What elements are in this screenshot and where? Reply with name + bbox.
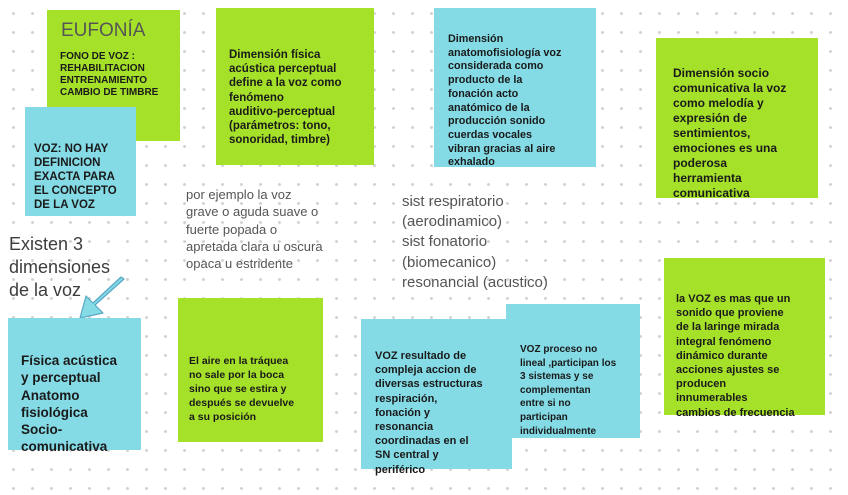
voz-resultado-text: VOZ resultado de compleja accion de diversas estructuras respiración, fonación y resonancia coordinadas en el SN central y periférico [375, 350, 483, 476]
note-voz-sonido[interactable] [664, 258, 825, 419]
voz-proceso-text: VOZ proceso no lineal ,participan los 3 sistemas y se complementan entre si no participan individualmente [520, 344, 617, 437]
voz-no-hay-text: VOZ: NO HAY DEFINICION EXACTA PARA EL CONCEPTO DE LA VOZ [34, 143, 117, 211]
note-dimension-fisica[interactable] [216, 8, 374, 165]
dimension-fisica-text: Dimensión física acústica perceptual define a la voz como fenómeno auditivo-perceptual (parámetros: tono, sonoridad, timbre) [229, 49, 342, 147]
text-existen-3-dimensiones[interactable]: Existen 3 dimensiones de la voz [9, 234, 111, 300]
note-aire-traquea[interactable] [178, 298, 323, 442]
eufonia-title: EUFONÍA [61, 20, 146, 41]
text-sistemas[interactable]: sist respiratorio (aerodinamico) sist fonatorio (biomecanico) resonancial (acustico) [402, 193, 548, 291]
arrow-icon [76, 274, 128, 322]
note-voz-resultado[interactable] [361, 319, 512, 476]
dimension-anatomo-text: Dimensión anatomofisiología voz considerada como producto de la fonación acto anatómico de la producción sonido cuerdas vocales vibran gracias al aire exhalado [448, 33, 562, 169]
text-ejemplo-voz[interactable]: por ejemplo la voz grave o aguda suave o fuerte popada o apretada clara u oscura opaca u estridente [186, 187, 323, 272]
note-lista-dimensiones[interactable] [8, 318, 141, 455]
note-voz-proceso[interactable] [506, 304, 640, 438]
note-dimension-anatomofisiologia[interactable] [434, 8, 596, 167]
aire-traquea-text: El aire en la tráquea no sale por la boca sino que se estira y después se devuelve a su posición [189, 355, 295, 423]
note-voz-no-hay-definicion[interactable] [25, 107, 136, 216]
lista-dimensiones-text: Física acústica y perceptual Anatomo fisiológica Socio- comunicativa [21, 353, 118, 455]
eufonia-body: FONO DE VOZ : REHABILITACION ENTRENAMIENTO CAMBIO DE TIMBRE [60, 51, 159, 98]
note-dimension-socio-comunicativa[interactable] [656, 38, 818, 198]
dimension-socio-text: Dimensión socio comunicativa la voz como melodía y expresión de sentimientos, emociones es una poderosa herramienta comunicativa [673, 66, 787, 200]
voz-sonido-text: la VOZ es mas que un sonido que proviene de la laringe mirada integral fenómeno dinámico durante acciones ajustes se producen innumerables cambios de frecuencia [676, 293, 795, 419]
